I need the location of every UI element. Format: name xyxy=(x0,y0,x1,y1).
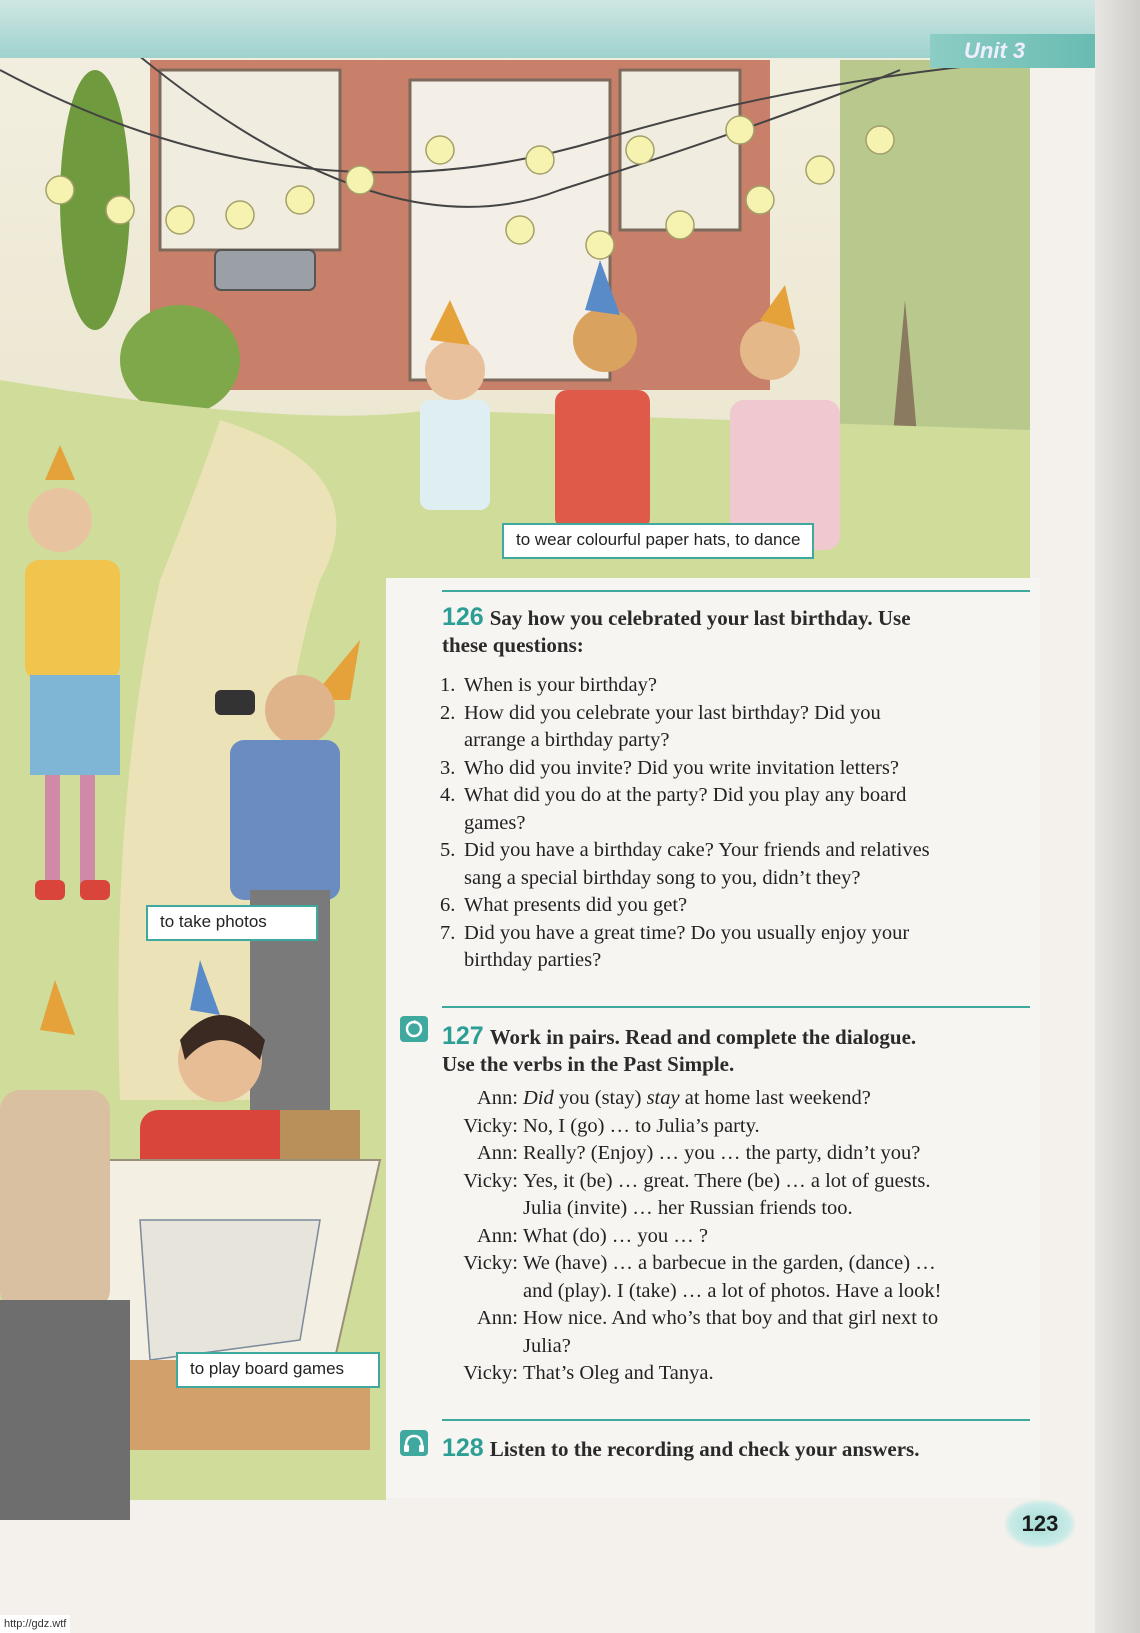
dialogue-line: Vicky: Yes, it (be) … great. There (be) … a lot of guests. Julia (invite) … her Russian friends too. xyxy=(463,1169,931,1219)
dialogue-line: Ann: What (do) … you … ? xyxy=(477,1224,709,1247)
question-item: 1. When is your birthday? xyxy=(440,674,657,696)
pair-work-icon xyxy=(400,1016,428,1042)
ex126-instruction-1: Say how you celebrated your last birthday. Use xyxy=(489,606,911,630)
ex127-instruction-1: Work in pairs. Read and complete the dialogue. xyxy=(489,1025,917,1049)
question-item: 2. How did you celebrate your last birthday? Did you arrange a birthday party? xyxy=(440,701,881,751)
question-item: 4. What did you do at the party? Did you play any board games? xyxy=(440,784,907,834)
source-tag[interactable]: http://gdz.wtf xyxy=(0,1615,70,1633)
dialogue-line: Ann: How nice. And who’s that boy and that girl next to Julia? xyxy=(477,1307,939,1357)
rule-127 xyxy=(442,1006,1030,1008)
ex127-instruction-2: Use the verbs in the Past Simple. xyxy=(442,1052,735,1076)
ex126-heading xyxy=(442,604,1022,659)
question-item: 3. Who did you invite? Did you write invitation letters? xyxy=(440,756,899,779)
dialogue-line: Vicky: We (have) … a barbecue in the garden, (dance) … and (play). I (take) … a lot of photos. Have a look! xyxy=(463,1252,942,1302)
ex126-instruction-2: these questions: xyxy=(442,633,584,657)
question-item: 6. What presents did you get? xyxy=(440,894,688,916)
page-edge-shadow xyxy=(1095,0,1140,1633)
label-photos: to take photos xyxy=(146,905,318,941)
page-number: 123 xyxy=(1005,1500,1075,1548)
rule-128 xyxy=(442,1419,1030,1421)
label-games: to play board games xyxy=(176,1352,380,1388)
label-dance: to wear colourful paper hats, to dance xyxy=(502,523,814,559)
dialogue-line: Ann: Did you (stay) stay at home last weekend? xyxy=(477,1087,871,1109)
dialogue-line: Ann: Really? (Enjoy) … you … the party, didn’t you? xyxy=(477,1142,921,1164)
ex126-questions xyxy=(440,672,1040,975)
ex127-number: 127 xyxy=(442,1022,484,1050)
question-item: 7. Did you have a great time? Do you usually enjoy your birthday parties? xyxy=(440,921,910,971)
ex128-instruction: Listen to the recording and check your answers. xyxy=(489,1437,920,1461)
ex126-number: 126 xyxy=(442,603,484,631)
rule-126 xyxy=(442,590,1030,592)
headphones-icon xyxy=(400,1430,428,1456)
ex128-heading xyxy=(442,1435,1022,1463)
ex128-number: 128 xyxy=(442,1434,484,1462)
unit-tab: Unit 3 xyxy=(930,34,1140,68)
ex127-heading xyxy=(442,1023,1022,1078)
dialogue-line: Vicky: No, I (go) … to Julia’s party. xyxy=(463,1114,760,1137)
question-item: 5. Did you have a birthday cake? Your friends and relatives sang a special birthday song to you, didn’t they? xyxy=(440,839,930,889)
ex127-dialogue xyxy=(440,1085,1040,1388)
dialogue-line: Vicky: That’s Oleg and Tanya. xyxy=(463,1362,714,1384)
